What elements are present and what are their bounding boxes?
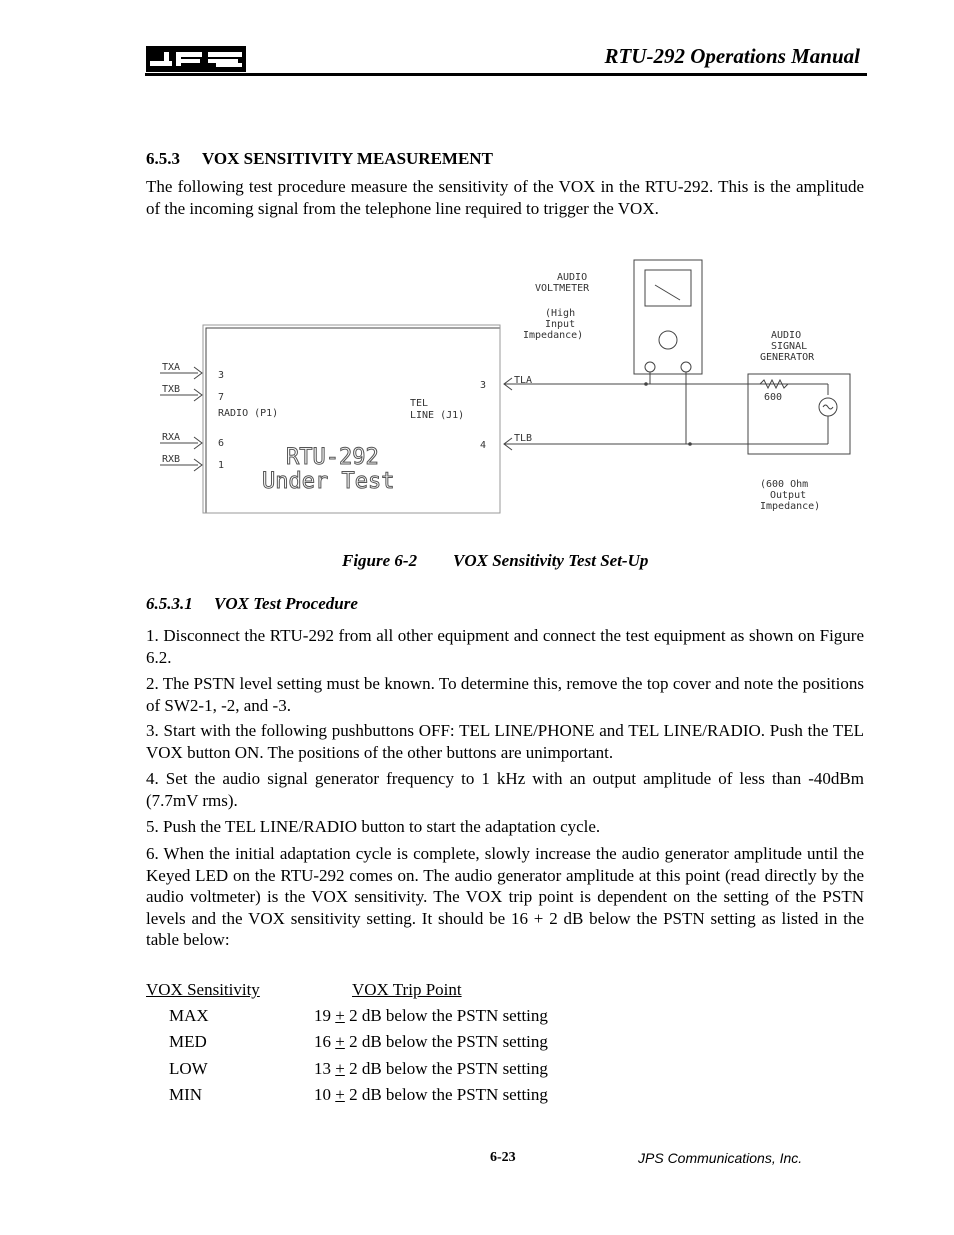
jps-logo — [146, 46, 246, 72]
figure-number: Figure 6-2 — [342, 551, 418, 570]
pin-label: 3 — [480, 380, 487, 391]
generator-note: (600 Ohm — [760, 479, 809, 490]
table-cell-level: MIN — [169, 1085, 203, 1104]
pin-label: 7 — [218, 392, 225, 403]
header-divider — [145, 73, 867, 76]
pin-label: 1 — [218, 460, 225, 471]
table-cell-level: LOW — [169, 1059, 208, 1078]
input-label-rxb: RXB — [162, 454, 181, 465]
input-label-txa: TXA — [162, 362, 181, 373]
generator-label: AUDIO — [771, 330, 802, 341]
generator-label: SIGNAL — [771, 341, 808, 352]
section-intro: The following test procedure measure the sensitivity of the VOX in the RTU-292. This is the amplitude of the incoming signal from the telephone line required to trigger the VOX. — [146, 177, 864, 218]
voltmeter-label: Impedance) — [523, 330, 584, 341]
input-label-rxa: RXA — [162, 432, 181, 443]
tel-port-label: LINE (J1) — [410, 410, 465, 421]
table-cell-trip: 10 + 2 dB below the PSTN setting — [314, 1085, 548, 1104]
voltmeter-label: (High — [545, 308, 576, 319]
resistor-value: 600 — [764, 392, 783, 403]
procedure-step: 4. Set the audio signal generator frequency to 1 kHz with an output amplitude of less than -40dBm (7.7mV rms). — [146, 769, 864, 810]
page-number: 6-23 — [490, 1150, 516, 1165]
generator-note: Output — [770, 490, 807, 501]
test-setup-diagram — [140, 250, 860, 525]
section-title: VOX SENSITIVITY MEASUREMENT — [202, 149, 493, 168]
subsection-number: 6.5.3.1 — [146, 594, 193, 613]
table-cell-level: MAX — [169, 1006, 209, 1025]
table-header-trip-point: VOX Trip Point — [352, 980, 462, 999]
voltmeter-label: AUDIO — [557, 272, 588, 283]
figure-caption: VOX Sensitivity Test Set-Up — [453, 551, 649, 570]
pin-label: 4 — [480, 440, 487, 451]
pin-label: 3 — [218, 370, 225, 381]
voltmeter-label: Input — [545, 319, 576, 330]
section-number: 6.5.3 — [146, 149, 180, 168]
table-header-sensitivity: VOX Sensitivity — [146, 980, 260, 999]
procedure-step: 5. Push the TEL LINE/RADIO button to start the adaptation cycle. — [146, 817, 601, 836]
procedure-step: 2. The PSTN level setting must be known. To determine this, remove the top cover and note the positions of SW2-1, -2, and -3. — [146, 674, 864, 715]
tlb-label: TLB — [514, 433, 533, 444]
pin-label: 6 — [218, 438, 225, 449]
table-cell-trip: 19 + 2 dB below the PSTN setting — [314, 1006, 548, 1025]
tel-port-label: TEL — [410, 398, 429, 409]
generator-label: GENERATOR — [760, 352, 815, 363]
manual-title: RTU-292 Operations Manual — [604, 44, 860, 68]
subsection-title: VOX Test Procedure — [214, 594, 358, 613]
voltmeter-label: VOLTMETER — [535, 283, 590, 294]
table-cell-trip: 16 + 2 dB below the PSTN setting — [314, 1032, 548, 1051]
tla-label: TLA — [514, 375, 533, 386]
procedure-step: 3. Start with the following pushbuttons OFF: TEL LINE/PHONE and TEL LINE/RADIO. Push the TEL VOX button ON. The positions of the other buttons are unimportant. — [146, 721, 864, 762]
box-title: RTU-292 — [286, 445, 379, 470]
generator-note: Impedance) — [760, 501, 821, 512]
procedure-step: 6. When the initial adaptation cycle is complete, slowly increase the audio generator amplitude until the Keyed LED on the RTU-292 comes on. The audio generator amplitude at this point (read directly by the audio voltmeter) is the VOX sensitivity. The VOX trip point is dependent on the setting of the PSTN levels and the VOX sensitivity setting. It should be 16 + 2 dB below the PSTN setting as listed in the table below: — [146, 844, 864, 949]
company-name: JPS Communications, Inc. — [638, 1150, 803, 1166]
box-subtitle: Under Test — [262, 469, 395, 494]
input-label-txb: TXB — [162, 384, 181, 395]
table-cell-level: MED — [169, 1032, 207, 1051]
table-cell-trip: 13 + 2 dB below the PSTN setting — [314, 1059, 548, 1078]
radio-port-label: RADIO (P1) — [218, 408, 279, 419]
procedure-step: 1. Disconnect the RTU-292 from all other equipment and connect the test equipment as shown on Figure 6.2. — [146, 626, 864, 667]
